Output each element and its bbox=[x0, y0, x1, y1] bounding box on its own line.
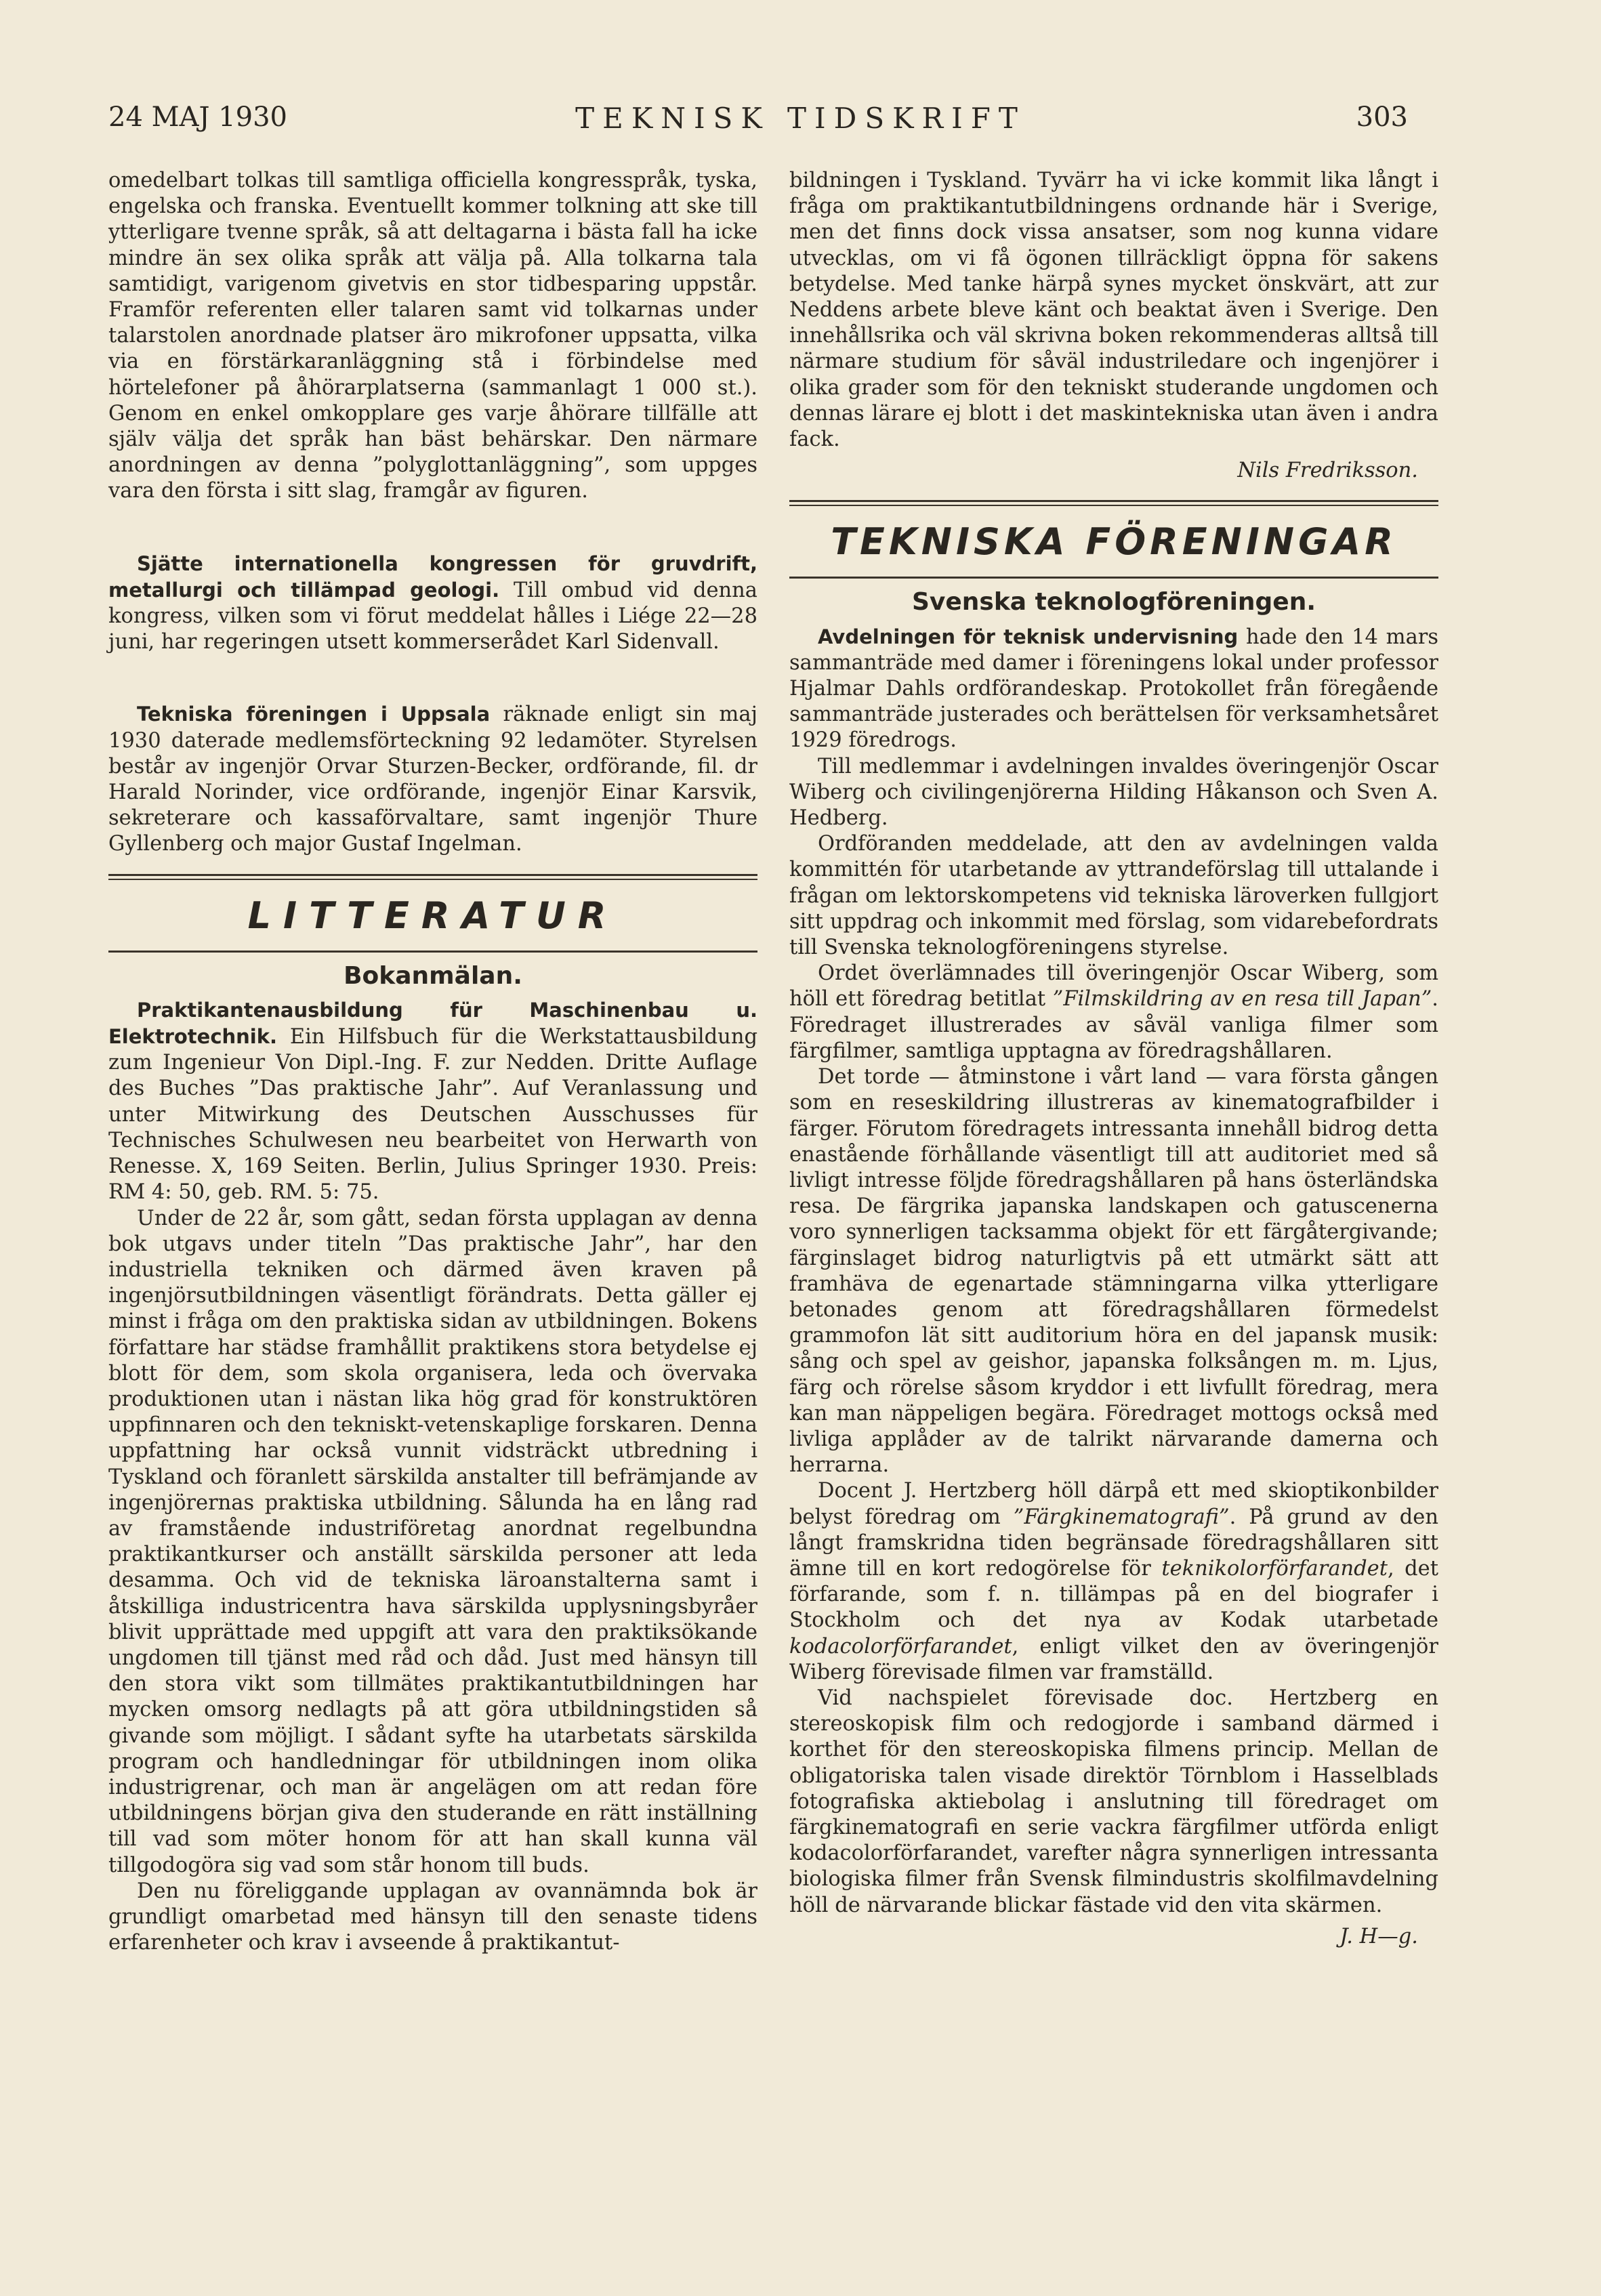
nachspiel-paragraph: Vid nachspielet förevisade doc. Hertzberg en stereoskopisk film och redogjorde i samband därmed i korthet för den stereoskopiska filmens princip. Mellan de obligatoriska talen visade direktör Törnblom i Hasselblads fotografiska aktiebolag i anslutning till föredraget om färgkinematografi en serie vackra färgfilmer utförda enligt kodacolorförfarandet, varefter några synnerligen intressanta biologiska filmer från Svensk filmindustris skolfilmavdelning höll de närvarande blickar fästade vid den vita skärmen. bbox=[789, 1686, 1438, 1917]
mining-congress-heading: Sjätte internationella kongressen för gruvdrift, metallurgi och tillämpad geologi. bbox=[108, 551, 757, 602]
meeting-report bbox=[789, 624, 1438, 754]
organization-title: Svenska teknologföreningen. bbox=[911, 588, 1316, 617]
header-date: 24 MAJ 1930 bbox=[108, 102, 288, 133]
review-title: Bokanmälan. bbox=[344, 961, 522, 990]
lecture-hertzberg: Docent J. Hertzberg höll därpå ett med skioptikonbilder belyst föredrag om ”Färgkinematografi”. På grund av den långt framskridna tiden begränsade föredragshållaren sitt ämne till en kort redogörelse för teknikolorförfarandet, det förfarande, som f. n. tillämpas på en del biografer i Stockholm och det nya av Kodak utarbetade kodacolorförfarandet, enligt vilket den av överingenjör Wiberg förevisade filmen var framställd. bbox=[789, 1479, 1439, 1684]
section-rule-top-thin bbox=[108, 879, 757, 880]
polyglot-paragraph: omedelbart tolkas till samtliga officiella kongresspråk, tyska, engelska och franska. Eventuellt kommer tolkning att ske till ytterligare tvenne språk, så att deltagarna i bästa fall ha icke mindre än sex olika språk att välja på. Alla tolkarna tala samtidigt, varigenom givetvis en stor tidbesparing uppstår. Framför referenten eller talaren samt vid tolkarnas under talarstolen anordnade platser äro mikrofoner uppsatta, vilka via en förstärkaranläggning stå i förbindelse med hörtelefoner på åhörarplatserna (sammanlagt 1 000 st.). Genom en enkel omkopplare ges varje åhörare tillfälle att själv välja det språk han bäst behärskar. Den närmare anordningen av denna ”polyglottanläggning”, som uppges vara den första i sitt slag, framgår av figuren. bbox=[108, 169, 757, 503]
section-rule-top-right-thin bbox=[789, 505, 1438, 506]
section-rule-bottom-right bbox=[789, 577, 1438, 579]
section-rule-bottom bbox=[108, 951, 757, 953]
review-paragraph-2: Den nu föreliggande upplagan av ovannämnda bok är grundligt omarbetad med hänsyn till den senaste tidens erfarenheter och krav i avseende å praktikantut- bbox=[108, 1879, 757, 1955]
meeting-body: hade den 14 mars sammanträde med damer i föreningens lokal under professor Hjalmar Dahls ordförandeskap. Protokollet från föregående sammanträde justerades och berättelsen för verksamhetsåret 1929 föredrogs. bbox=[789, 625, 1438, 753]
new-members: Till medlemmar i avdelningen invaldes överingenjör Oscar Wiberg och civilingenjörerna Hilding Håkanson och Sven A. Hedberg. bbox=[789, 754, 1438, 831]
uppsala-notice bbox=[108, 701, 757, 857]
page-number: 303 bbox=[1356, 102, 1408, 133]
committee-report: Ordföranden meddelade, att den av avdelningen valda kommittén för utarbetande av yttrandeförslag till uttalande i frågan om lektorskompetens vid tekniska läroverken fullgjort sitt uppdrag och inkommit med förslag, som vidarebefordrats till Svenska teknologföreningens styrelse. bbox=[789, 832, 1438, 960]
report-signature: J. H—g. bbox=[1339, 1924, 1418, 1948]
section-rule-top-right bbox=[789, 500, 1438, 502]
book-heading: Praktikantenausbildung für Maschinenbau u. Elektrotechnik. bbox=[108, 998, 757, 1049]
lecture-hertzberg-title: ”Färgkinematografi” bbox=[1013, 1505, 1230, 1529]
review-continuation: bildningen i Tyskland. Tyvärr ha vi icke kommit lika långt i fråga om praktikantutbildningens ordnande här i Sverige, men det finns dock vissa ansatser, som nog kunna vidare utvecklas, om vi få ögonen tillräckligt öppna för sakens betydelse. Med tanke härpå synes mycket önskvärt, att zur Neddens arbete bleve känt och beaktat även i Sverige. Den innehållsrika och väl skrivna boken rekommenderas alltså till närmare studium för såväl industriledare och ingenjörer i olika grader som för den tekniskt studerande ungdomen och dennas lärare ej blott i det maskintekniska utan även i andra fack. bbox=[789, 169, 1438, 452]
right-column bbox=[789, 168, 1438, 1950]
lecture-wiberg-title: ”Filmskildring av en resa till Japan” bbox=[1052, 987, 1432, 1011]
section-rule-top bbox=[108, 874, 757, 876]
mining-congress-body: Till ombud vid denna kongress, vilken som vi förut meddelat hålles i Liége 22—28 juni, har regeringen utsett kommerserådet Karl Sidenvall. bbox=[108, 578, 757, 654]
uppsala-body: räknade enligt sin maj 1930 daterade medlemsförteckning 92 ledamöter. Styrelsen består av ingenjör Orvar Sturzen-Becker, ordförande, fil. dr Harald Norinder, vice ordförande, ingenjör Einar Karsvik, sekreterare och kassaförvaltare, samt ingenjör Thure Gyllenberg och major Gustaf Ingelman. bbox=[108, 703, 757, 856]
book-details: Ein Hilfsbuch für die Werkstattausbildung zum Ingenieur Von Dipl.-Ing. F. zur Nedden. Dritte Auflage des Buches ”Das praktische Jahr”. Auf Veranlassung und unter Mitwirkung des Deutschen Ausschusses für Technisches Schulwesen neu bearbeitet von Herwarth von Renesse. X, 169 Seiten. Berlin, Julius Springer 1930. Preis: RM 4: 50, geb. RM. 5: 75. bbox=[108, 1025, 757, 1205]
tekniska-foreningar-banner: TEKNISKA FÖRENINGAR bbox=[831, 520, 1397, 564]
mining-congress-notice bbox=[108, 551, 757, 656]
lecture-wiberg: Ordet överlämnades till överingenjör Oscar Wiberg, som höll ett föredrag betitlat ”Filmskildring av en resa till Japan”. Föredraget illustrerades av såväl vanliga filmer som färgfilmer, samtliga upptagna av föredragshållaren. bbox=[789, 961, 1438, 1063]
litteratur-banner: LITTERATUR bbox=[247, 894, 619, 937]
meeting-heading: Avdelningen för teknisk undervisning bbox=[818, 625, 1239, 648]
book-entry bbox=[108, 997, 757, 1206]
lecture-commentary: Det torde — åtminstone i vårt land — vara första gången som en reseskildring illustreras av kinematografbilder i färger. Förutom föredragets intressanta innehåll bidrog detta enastående förhållande väsentligt till att auditoriet med så livligt intresse följde föredragshållaren på hans österländska resa. De färgrika japanska landskapen och gatuscenerna voro synnerligen tacksamma objekt för ett färgåtergivande; färginslaget bidrog naturligtvis på ett utmärkt sätt att framhäva de egenartade stämningarna vilka ytterligare betonades genom att föredragshållaren förmedelst grammofon lät sitt auditorium höra en del japansk musik: sång och spel av geishor, japanska folksången m. m. Ljus, färg och rörelse såsom kryddor i ett livfullt föredrag, mera kan man näppeligen begära. Föredraget mottogs också med livliga applåder av de talrikt närvarande damerna och herrarna. bbox=[789, 1065, 1438, 1478]
review-paragraph-1: Under de 22 år, som gått, sedan första upplagan av denna bok utgavs under titeln ”Das praktische Jahr”, har den industriella tekniken och därmed även kraven på ingenjörsutbildningen väsentligt förändrats. Detta gäller ej minst i fråga om den praktiska sidan av utbildningen. Bokens författare har städse framhållit praktikens stora betydelse ej blott för dem, som skola organisera, leda och övervaka produktionen utan i nästan lika hög grad för konstruktören uppfinnaren och den tekniskt-vetenskaplige forskaren. Denna uppfattning har också vunnit vidsträckt utbredning i Tyskland och föranlett särskilda anstalter till befrämjande av ingenjörernas praktiska utbildning. Sålunda ha en lång rad av framstående industriföretag anordnat regelbundna praktikantkurser och anställt särskilda personer att leda desamma. Och vid de tekniska läroanstalterna samt i åtskilliga industricentra hava särskilda upplysningsbyråer blivit upprättade med uppgift att vara den praktiksökande ungdomen till tjänst med råd och dåd. Just med hänsyn till den stora vikt som tillmätes praktikantutbildningen har mycken omsorg nedlagts på att göra utbildningstiden så givande som möjligt. I sådant syfte ha utarbetats särskilda program och handledningar för utbildningen inom olika industrigrenar, och man är angelägen om att redan före utbildningens början giva den studerande en rätt inställning till vad som möter honom för att han skall kunna väl tillgodogöra sig vad som står honom till buds. bbox=[108, 1206, 757, 1877]
journal-title: TEKNISK TIDSKRIFT bbox=[575, 102, 1026, 135]
uppsala-heading: Tekniska föreningen i Uppsala bbox=[137, 703, 491, 726]
review-signature: Nils Fredriksson. bbox=[1237, 459, 1418, 483]
left-column bbox=[108, 168, 757, 1956]
